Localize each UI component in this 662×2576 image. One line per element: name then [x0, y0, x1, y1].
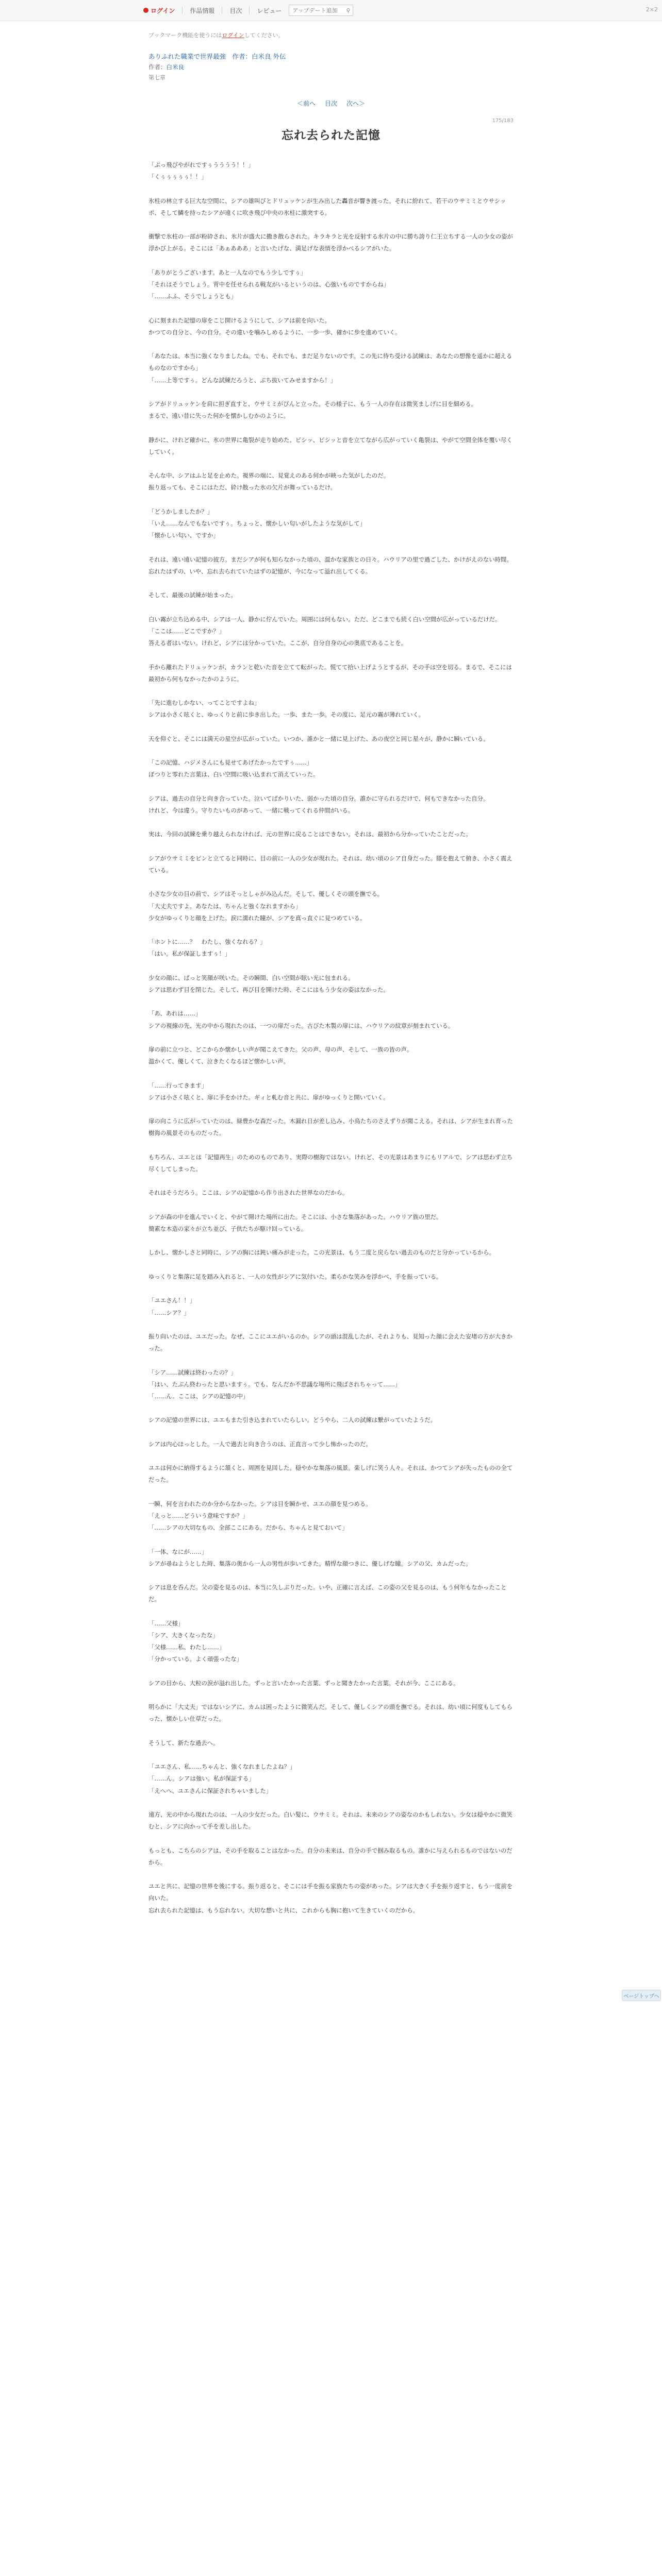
- paragraph-spacer: [148, 996, 514, 1008]
- login-button[interactable]: [143, 6, 175, 15]
- paragraph: そんな中、シアはふと足を止めた。視界の端に、見覚えのある何かが映った気がしたのだ。 振り返っても、そこにはただ、砕け散った氷の欠片が舞っているだけ。: [148, 472, 390, 492]
- paragraph: 白い霧が立ち込める中、シアは一人、静かに佇んでいた。周囲には何もない。ただ、どこまでも続く白い空間が広がっているだけだ。 「ここは……どこですか？」 答える者はいない。けれど、シアには分かっていた。ここが、自分自身の心の奥底であることを。: [148, 615, 501, 647]
- paragraph-spacer: [148, 721, 514, 733]
- paragraph-spacer: [148, 781, 514, 793]
- paragraph: シアの目から、大粒の涙が溢れ出した。ずっと言いたかった言葉、ずっと聞きたかった言葉。それが今、ここにある。: [148, 1679, 459, 1687]
- paragraph-spacer: [148, 219, 514, 231]
- paragraph: 振り向いたのは、ユエだった。なぜ、ここにユエがいるのか。シアの頭は混乱したが、それよりも、見知った顔に会えた安堵の方が大きかった。: [148, 1332, 512, 1352]
- paragraph: シアが森の中を進んでいくと、やがて開けた場所に出た。そこには、小さな集落があった。ハウリア族の里だ。 簡素な木造の家々が立ち並び、子供たちが駆け回っている。: [148, 1213, 442, 1233]
- login-label: ログイン: [151, 7, 175, 14]
- next-link[interactable]: 次へ＞: [346, 100, 366, 107]
- series-title-link[interactable]: ありふれた職業で世界最強 作者：白米良 外伝: [148, 53, 286, 60]
- user-icon: [143, 8, 148, 13]
- prev-link[interactable]: ＜前へ: [296, 100, 316, 107]
- paragraph-spacer: [148, 422, 514, 434]
- paragraph: 小さな少女の目の前で、シアはそっとしゃがみ込んだ。そして、優しくその頭を撫でる。 「大丈夫ですよ。あなたは、ちゃんと強くなれますから」 少女がゆっくりと顔を上げた。涙に濡れた瞳が、シアを真っ直ぐに見つめている。: [148, 890, 384, 922]
- paragraph-spacer: [148, 302, 514, 314]
- author-label: 作者：: [148, 63, 167, 71]
- paragraph: 心に刻まれた記憶の扉をこじ開けるようにして、シアは前を向いた。 かつての自分と、今の自分。その違いを噛みしめるように、一歩一歩、確かに歩を進めていく。: [148, 316, 401, 336]
- nav-link-toc[interactable]: 目次: [229, 7, 242, 14]
- paragraph: 少女の顔に、ぱっと笑顔が咲いた。その瞬間、白い空間が眩い光に包まれる。 シアは思わず目を閉じた。そして、再び目を開けた時、そこにはもう少女の姿はなかった。: [148, 974, 389, 994]
- paragraph-spacer: [148, 841, 514, 853]
- nav-divider: [182, 7, 183, 14]
- paragraph: シアは、過去の自分と向き合っていた。泣いてばかりいた、弱かった頃の自分。誰かに守られるだけで、何もできなかった自分。 けれど、今は違う。守りたいものがあって、一緒に戦ってくれる仲間がいる。: [148, 794, 489, 814]
- novel-body: [148, 159, 514, 1917]
- search-input[interactable]: [291, 7, 345, 14]
- paragraph: それはそうだろう。ここは、シアの記憶から作り出された世界なのだから。: [148, 1189, 349, 1197]
- paragraph-spacer: [148, 1402, 514, 1414]
- paragraph: しかし、懐かしさと同時に、シアの胸には鈍い痛みが走った。この光景は、もう二度と戻らない過去のものだと分かっているから。: [148, 1249, 495, 1257]
- paragraph: ゆっくりと集落に足を踏み入れると、一人の女性がシアに気付いた。柔らかな笑みを浮かべ、手を振っている。: [148, 1273, 442, 1280]
- paragraph: 「……行ってきます」 シアは小さく呟くと、扉に手をかけた。ギィと軋む音と共に、扉がゆっくりと開いていく。: [148, 1081, 389, 1101]
- pager-top: [148, 99, 514, 108]
- paragraph: 「あなたは、本当に強くなりましたね。でも、それでも、まだ足りないのです。この先に待ち受ける試練は、あなたの想像を遥かに超えるものなのですから」 「……上等ですぅ。どんな試練だろうと、ぶち抜いてみせますから！」: [148, 352, 512, 384]
- paragraph: 「……父様」 「シア、大きくなったな」 「父様……私、わたし……」 「分かっている。よく頑張ったな」: [148, 1619, 243, 1663]
- paragraph-spacer: [148, 578, 514, 589]
- paragraph-spacer: [148, 960, 514, 972]
- paragraph-spacer: [148, 649, 514, 661]
- paragraph: 衝撃で氷柱の一部が粉砕され、氷片が盛大に撒き散らされた。キラキラと光を反射する氷片の中に勝ち誇り仁王立ちする一人の少女の姿が浮かび上がる。そこには「あぁあああ」と言いたげな、満足げな表情を浮かべるシアがいた。: [148, 233, 513, 252]
- paragraph: そして、最後の試練が始まった。: [148, 591, 237, 599]
- paragraph: そうして、新たな過去へ。: [148, 1739, 219, 1747]
- paragraph-spacer: [148, 1534, 514, 1546]
- paragraph: 実は、今回の試練を乗り越えられなければ、元の世界に戻ることはできない。それは、最初から分かっていたことだった。: [148, 831, 472, 838]
- main-content: [148, 31, 514, 1917]
- paragraph-spacer: [148, 602, 514, 614]
- paragraph-spacer: [148, 1175, 514, 1187]
- notice-prefix: ブックマーク機能を使うには: [148, 32, 222, 39]
- paragraph-spacer: [148, 1689, 514, 1701]
- paragraph-spacer: [148, 494, 514, 506]
- paragraph: それは、遠い遠い記憶の彼方。まだシアが何も知らなかった頃の、温かな家族との日々。ハウリアの里で過ごした、かけがえのない時間。 忘れたはずの、いや、忘れ去られていたはずの記憶が、今になって溢れ出してくる。: [148, 555, 512, 575]
- paragraph-spacer: [148, 817, 514, 828]
- paragraph: もちろん、ユエとは「記憶再生」のためのものであり、実際の樹海ではない。けれど、その光景はあまりにもリアルで、シアは思わず立ち尽くしてしまった。: [148, 1153, 513, 1173]
- paragraph: 「どうかしましたか？」 「いえ……なんでもないですぅ。ちょっと、懐かしい匂いがしたような気がして」 「懐かしい匂い、ですか」: [148, 507, 366, 539]
- paragraph-spacer: [148, 1606, 514, 1618]
- paragraph-spacer: [148, 1486, 514, 1498]
- topbar-right-text: 2×2: [646, 6, 658, 13]
- paragraph: 「ぶっ飛びやがれですぅうううう！！」 「くぅぅぅぅぅ！！」: [148, 161, 254, 181]
- paragraph: 静かに、けれど確かに、氷の世界に亀裂が走り始めた。ピシッ、ピシッと音を立てながら広がっていく亀裂は、やがて空間全体を覆い尽くしていく。: [148, 436, 512, 455]
- page-counter: 175/183: [492, 118, 514, 124]
- paragraph: 扉の前に立つと、どこからか懐かしい声が聞こえてきた。父の声、母の声、そして、一族の皆の声。 温かくて、優しくて、泣きたくなるほど懐かしい声。: [148, 1046, 413, 1065]
- search-box: [289, 5, 353, 16]
- paragraph: シアは息を呑んだ。父の姿を見るのは、本当に久しぶりだった。いや、正確に言えば、この姿の父を見るのは、もう何年もなかったことだ。: [148, 1584, 507, 1603]
- nav-link-info[interactable]: 作品情報: [190, 7, 215, 14]
- paragraph-spacer: [148, 1140, 514, 1151]
- nav-divider: [249, 7, 250, 14]
- notice-suffix: してください。: [244, 32, 284, 39]
- chapter-number: 第七章: [148, 74, 166, 81]
- paragraph: 扉の向こうに広がっていたのは、緑豊かな森だった。木漏れ日が差し込み、小鳥たちのさえずりが聞こえる。それは、シアが生まれ育った樹海の風景そのものだった。: [148, 1117, 513, 1137]
- paragraph: 「先に進むしかない、ってことですよね」 シアは小さく呟くと、ゆっくりと前に歩き出した。一歩、また一歩。その度に、足元の霧が薄れていく。: [148, 699, 425, 719]
- paragraph-spacer: [148, 745, 514, 757]
- paragraph-spacer: [148, 542, 514, 554]
- paragraph-spacer: [148, 338, 514, 350]
- paragraph-spacer: [148, 386, 514, 398]
- paragraph-spacer: [148, 1067, 514, 1079]
- paragraph: シアがドリュッケンを肩に担ぎ直すと、ウサミミがぴんと立った。その様子に、もう一人の存在は微笑ましげに目を細める。 まるで、遠い昔に失った何かを懐かしむかのように。: [148, 400, 477, 420]
- paragraph-spacer: [148, 876, 514, 888]
- paragraph-spacer: [148, 1032, 514, 1044]
- paragraph-spacer: [148, 1235, 514, 1247]
- paragraph-spacer: [148, 1749, 514, 1761]
- paragraph: 「ユエさん、私……ちゃんと、強くなれましたよね？」 「……ん。シアは強い。私が保証する」 「えへへ、ユエさんに保証されちゃいました」: [148, 1763, 296, 1794]
- top-navigation-bar: [0, 0, 662, 21]
- top-nav-inner: [143, 5, 353, 16]
- paragraph: 「この記憶、ハジメさんにも見せてあげたかったですぅ……」 ぽつりと零れた言葉は、白い空間に吸い込まれて消えていった。: [148, 759, 319, 778]
- chapter-title: 忘れ去られた記憶: [282, 129, 380, 142]
- search-icon[interactable]: ⚲: [346, 7, 351, 14]
- paragraph: 「あ、あれは……」 シアの視線の先、光の中から現れたのは、一つの扉だった。古びた木製の扉には、ハウリアの紋章が刻まれている。: [148, 1010, 454, 1029]
- login-notice: [148, 31, 514, 39]
- paragraph: 「ありがとうございます。あと一人なのでもう少しですぅ」 「それはそうでしょう。背中を任せられる戦友がいるというのは、心強いものですからね」 「……ふふ、そうでしょうとも」: [148, 268, 390, 300]
- paragraph-spacer: [148, 1450, 514, 1462]
- notice-login-link[interactable]: ログイン: [222, 32, 244, 39]
- paragraph: ユエと共に、記憶の世界を後にする。振り返ると、そこには手を振る家族たちの姿があった。シアは大きく手を振り返すと、もう一度前を向いた。 忘れ去られた記憶は、もう忘れない。大切な想いと共に、これからも胸に抱いて生きていくのだから。: [148, 1883, 513, 1914]
- paragraph-spacer: [148, 1725, 514, 1737]
- paragraph-spacer: [148, 1319, 514, 1331]
- page-top-button[interactable]: ページトップへ: [622, 1990, 661, 2001]
- paragraph: 「シア……試練は終わったの？」 「はい、たぶん終わったと思いますぅ。でも、なんだか不思議な場所に飛ばされちゃって……」 「……ん。ここは、シアの記憶の中」: [148, 1368, 401, 1400]
- author-link[interactable]: 白米良: [166, 63, 184, 71]
- nav-link-review[interactable]: レビュー: [257, 7, 282, 14]
- paragraph-spacer: [148, 1570, 514, 1582]
- paragraph: 天を仰ぐと、そこには満天の星空が広がっていた。いつか、誰かと一緒に見上げた、あの夜空と同じ星々が、静かに瞬いている。: [148, 735, 489, 742]
- paragraph: 手から離れたドリュッケンが、カランと乾いた音を立てて転がった。慌てて拾い上げようとするが、その手は空を切る。まるで、そこには最初から何もなかったかのように。: [148, 663, 512, 683]
- paragraph-spacer: [148, 1199, 514, 1211]
- toc-link[interactable]: 目次: [324, 100, 337, 107]
- paragraph-spacer: [148, 1666, 514, 1677]
- paragraph: 氷柱の林立する巨大な空間に、シアの雄叫びとドリュッケンが生み出した轟音が響き渡った。それに紛れて、若干のウサミミとウサシッポ、そして鱗を持ったシアが遠くに吹き飛び中央の氷柱に激突する。: [148, 197, 506, 216]
- paragraph: シアの記憶の世界には、ユエもまた引き込まれていたらしい。どうやら、二人の試練は繋がっていたようだ。: [148, 1416, 437, 1424]
- paragraph: 遠方、光の中から現れたのは、一人の少女だった。白い髪に、ウサミミ。それは、未来のシアの姿なのかもしれない。少女は穏やかに微笑むと、シアに向かって手を差し出した。: [148, 1811, 512, 1831]
- paragraph: シアがウサミミをピンと立てると同時に、目の前に一人の少女が現れた。それは、幼い頃のシア自身だった。膝を抱えて俯き、小さく震えている。: [148, 854, 512, 874]
- paragraph-spacer: [148, 924, 514, 936]
- paragraph-spacer: [148, 1354, 514, 1366]
- paragraph-spacer: [148, 1797, 514, 1809]
- paragraph: シアは内心ほっとした。一人で過去と向き合うのは、正直言って少し怖かったのだ。: [148, 1440, 372, 1448]
- paragraph-spacer: [148, 255, 514, 267]
- paragraph-spacer: [148, 1833, 514, 1844]
- paragraph: ユエは何かに納得するように頷くと、周囲を見回した。穏やかな集落の風景。楽しげに笑う人々。それは、かつてシアが失ったものの全てだった。: [148, 1464, 513, 1484]
- paragraph-spacer: [148, 685, 514, 697]
- paragraph: もっとも、こちらのシアは、その手を取ることはなかった。自分の未来は、自分の手で掴み取るもの。誰かに与えられるものではないのだから。: [148, 1846, 512, 1866]
- paragraph-spacer: [148, 458, 514, 470]
- paragraph: 「ホントに……？ わたし、強くなれる？」 「はい。私が保証しますぅ！」: [148, 938, 266, 958]
- paragraph: 「ユエさん！！」 「……シア？」: [148, 1297, 196, 1316]
- paragraph-spacer: [148, 1259, 514, 1271]
- paragraph: 「一体、なにが……」 シアが尋ねようとした時、集落の奥から一人の男性が歩いてきた。精悍な顔つきに、優しげな瞳。シアの父、カムだった。: [148, 1548, 472, 1567]
- paragraph-spacer: [148, 183, 514, 195]
- paragraph: 明らかに「大丈夫」ではないシアに、カムは困ったように微笑んだ。そして、優しくシアの頭を撫でる。それは、幼い頃に何度もしてもらった、懐かしい仕草だった。: [148, 1703, 512, 1723]
- paragraph-spacer: [148, 1427, 514, 1438]
- paragraph: 一瞬、何を言われたのか分からなかった。シアは目を瞬かせ、ユエの顔を見つめる。 「えっと……どういう意味ですか？」 「……シアの大切なもの、全部ここにある。だから、ちゃんと見ておいて」: [148, 1500, 372, 1532]
- paragraph-spacer: [148, 1869, 514, 1880]
- paragraph-spacer: [148, 1283, 514, 1295]
- author-line: [148, 63, 514, 71]
- paragraph-spacer: [148, 1104, 514, 1115]
